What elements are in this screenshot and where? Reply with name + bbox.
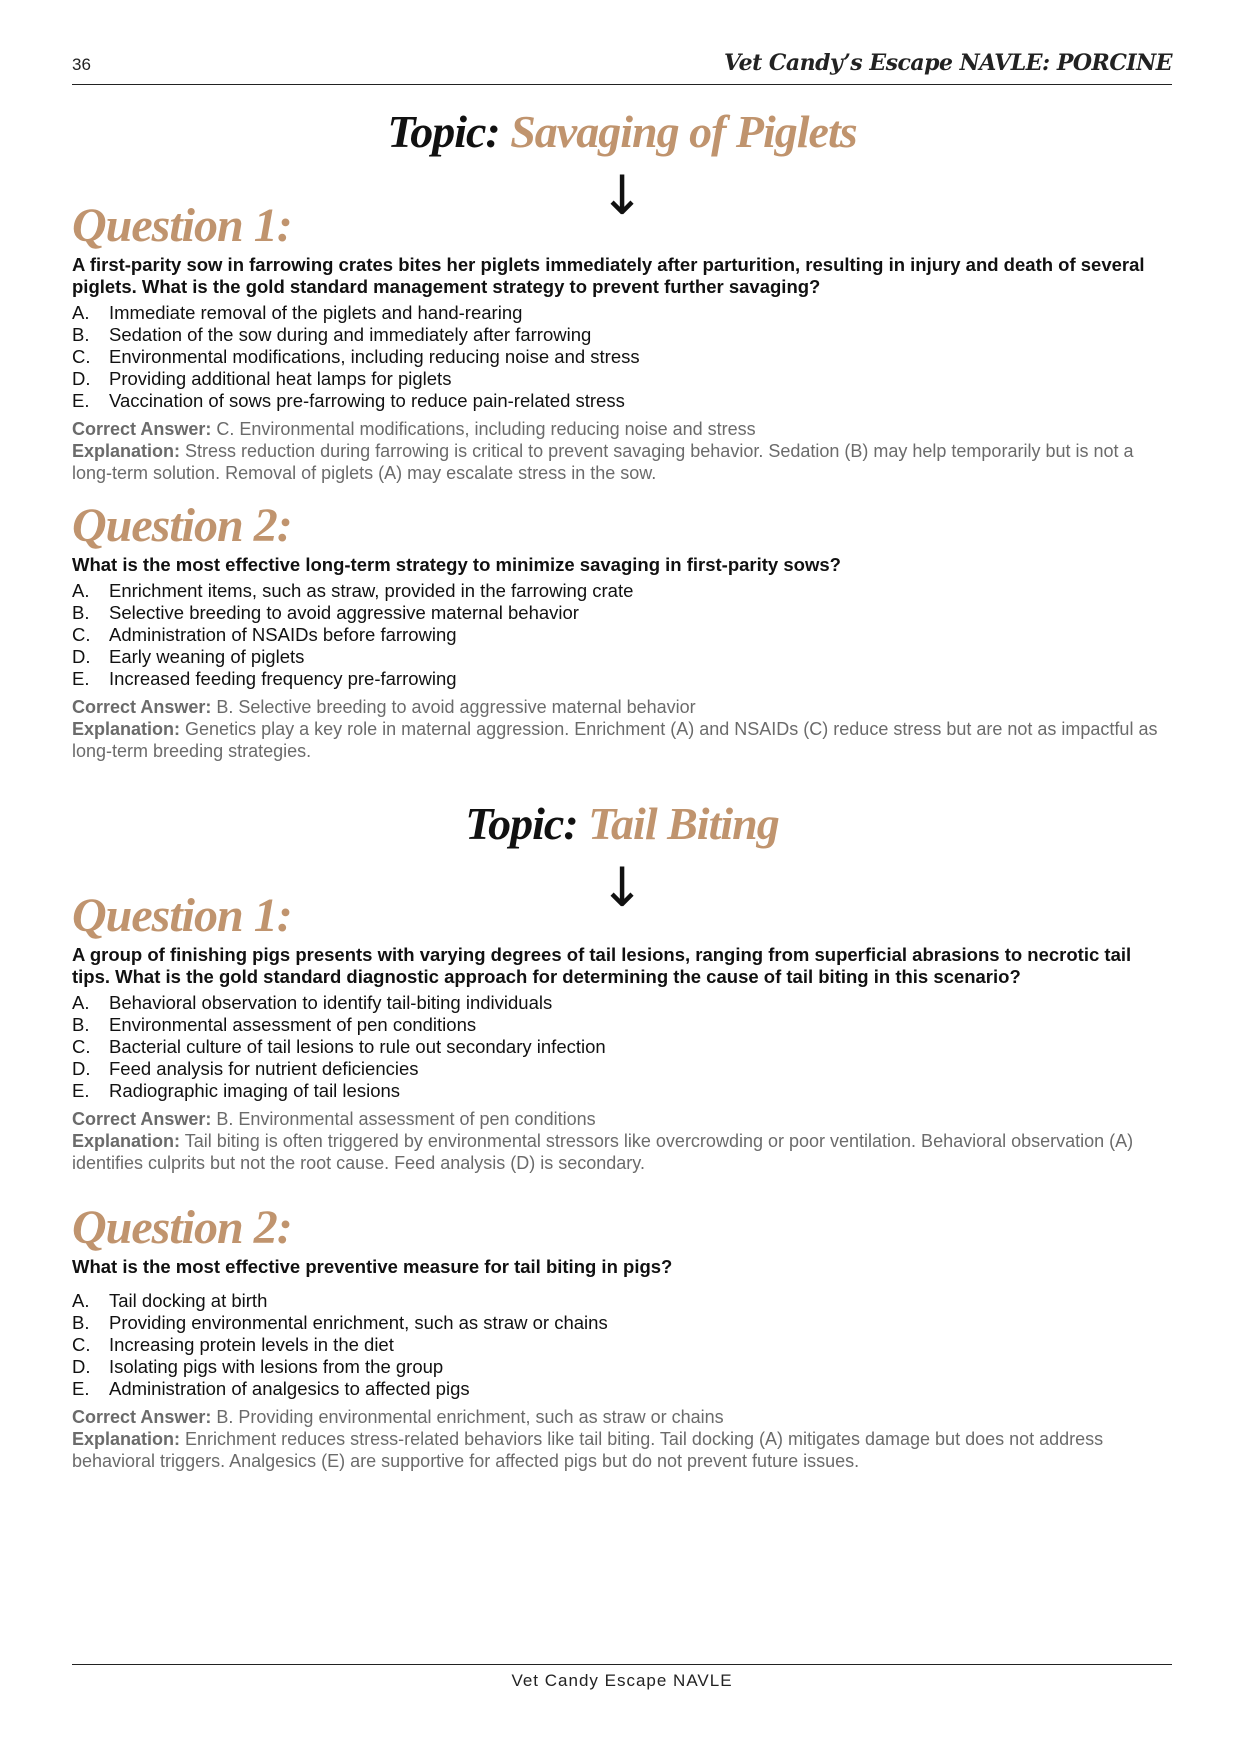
- option-text: Administration of NSAIDs before farrowing: [109, 624, 457, 645]
- explanation: [72, 1428, 1172, 1472]
- explanation: [72, 718, 1172, 762]
- option-a: [72, 302, 1172, 324]
- option-letter: B.: [72, 1014, 90, 1035]
- answer-options: [72, 1290, 1172, 1400]
- answer-options: [72, 302, 1172, 412]
- footer-text: Vet Candy Escape NAVLE: [511, 1671, 733, 1690]
- option-b: [72, 324, 1172, 346]
- option-text: Providing additional heat lamps for piglets: [109, 368, 452, 389]
- option-text: Sedation of the sow during and immediately after farrowing: [109, 324, 592, 345]
- page-number: 36: [72, 55, 91, 74]
- option-d: [72, 368, 1172, 390]
- question-block: [72, 890, 1172, 1174]
- question-heading: Question 2:: [72, 1201, 292, 1254]
- question-heading: Question 1:: [72, 199, 292, 252]
- topic-heading: [72, 104, 1172, 160]
- option-text: Selective breeding to avoid aggressive maternal behavior: [109, 602, 579, 623]
- option-text: Immediate removal of the piglets and hand-rearing: [109, 302, 523, 323]
- option-e: [72, 390, 1172, 412]
- option-text: Providing environmental enrichment, such as straw or chains: [109, 1312, 608, 1333]
- option-text: Administration of analgesics to affected pigs: [109, 1378, 470, 1399]
- answer-text: B. Providing environmental enrichment, such as straw or chains: [216, 1407, 724, 1427]
- explanation: [72, 440, 1172, 484]
- option-letter: D.: [72, 1058, 91, 1079]
- question-text: What is the most effective long-term strategy to minimize savaging in first-parity sows?: [72, 554, 841, 575]
- option-letter: C.: [72, 1334, 91, 1355]
- option-text: Increased feeding frequency pre-farrowing: [109, 668, 457, 689]
- answer-text: C. Environmental modifications, including reducing noise and stress: [216, 419, 756, 439]
- option-text: Feed analysis for nutrient deficiencies: [109, 1058, 419, 1079]
- topic-heading: [72, 796, 1172, 852]
- correct-answer: [72, 1108, 1172, 1130]
- option-d: [72, 1058, 1172, 1080]
- question-block: [72, 500, 1172, 762]
- question-block: [72, 200, 1172, 484]
- option-text: Tail docking at birth: [109, 1290, 268, 1311]
- option-c: [72, 346, 1172, 368]
- option-a: [72, 1290, 1172, 1312]
- page-header: [72, 48, 1172, 85]
- option-letter: A.: [72, 1290, 90, 1311]
- option-text: Radiographic imaging of tail lesions: [109, 1080, 401, 1101]
- option-letter: B.: [72, 602, 90, 623]
- option-e: [72, 1080, 1172, 1102]
- topic-prefix: Topic:: [465, 798, 578, 849]
- answer-options: [72, 580, 1172, 690]
- option-d: [72, 646, 1172, 668]
- topic-name: Tail Biting: [588, 798, 779, 849]
- option-letter: C.: [72, 1036, 91, 1057]
- explanation-label: Explanation:: [72, 441, 181, 461]
- question-text: A first-parity sow in farrowing crates bites her piglets immediately after parturition, resulting in injury and death of several piglets. What is the gold standard management strategy to prevent further savaging?: [72, 254, 1145, 297]
- option-c: [72, 1334, 1172, 1356]
- option-text: Isolating pigs with lesions from the group: [109, 1356, 444, 1377]
- option-text: Vaccination of sows pre-farrowing to reduce pain-related stress: [109, 390, 625, 411]
- answer-text: B. Environmental assessment of pen conditions: [216, 1109, 596, 1129]
- option-text: Environmental modifications, including reducing noise and stress: [109, 346, 640, 367]
- explanation-text: Stress reduction during farrowing is critical to prevent savaging behavior. Sedation (B) may help temporarily but is not a long-term solution. Removal of piglets (A) may escalate stress in the sow.: [72, 441, 1134, 483]
- option-text: Behavioral observation to identify tail-biting individuals: [109, 992, 553, 1013]
- option-letter: D.: [72, 1356, 91, 1377]
- option-b: [72, 1312, 1172, 1334]
- option-text: Bacterial culture of tail lesions to rule out secondary infection: [109, 1036, 606, 1057]
- question-heading: Question 1:: [72, 889, 292, 942]
- down-arrow-icon: ↓: [599, 164, 645, 227]
- explanation-text: Genetics play a key role in maternal aggression. Enrichment (A) and NSAIDs (C) reduce stress but are not as impactful as long-term breeding strategies.: [72, 719, 1158, 761]
- answer-label: Correct Answer:: [72, 1109, 212, 1129]
- option-letter: B.: [72, 1312, 90, 1333]
- option-letter: D.: [72, 646, 91, 667]
- option-letter: E.: [72, 390, 90, 411]
- topic-prefix: Topic:: [387, 106, 500, 157]
- option-letter: C.: [72, 624, 91, 645]
- question-text: What is the most effective preventive measure for tail biting in pigs?: [72, 1256, 673, 1277]
- option-letter: D.: [72, 368, 91, 389]
- answer-options: [72, 992, 1172, 1102]
- option-d: [72, 1356, 1172, 1378]
- option-c: [72, 1036, 1172, 1058]
- option-letter: A.: [72, 580, 90, 601]
- explanation-label: Explanation:: [72, 719, 181, 739]
- option-letter: C.: [72, 346, 91, 367]
- option-text: Increasing protein levels in the diet: [109, 1334, 394, 1355]
- option-text: Environmental assessment of pen conditions: [109, 1014, 477, 1035]
- explanation: [72, 1130, 1172, 1174]
- option-a: [72, 580, 1172, 602]
- answer-label: Correct Answer:: [72, 697, 212, 717]
- explanation-text: Tail biting is often triggered by environmental stressors like overcrowding or poor ventilation. Behavioral observation (A) identifies culprits but not the root cause. Feed analysis (D) is secondary.: [72, 1131, 1134, 1173]
- page-footer: [72, 1664, 1172, 1691]
- option-b: [72, 602, 1172, 624]
- question-text: A group of finishing pigs presents with varying degrees of tail lesions, ranging from superficial abrasions to necrotic tail tips. What is the gold standard diagnostic approach for determining the cause of tail biting in this scenario?: [72, 944, 1132, 987]
- option-a: [72, 992, 1172, 1014]
- option-text: Enrichment items, such as straw, provided in the farrowing crate: [109, 580, 634, 601]
- running-title: Vet Candy’s Escape NAVLE: PORCINE: [724, 50, 1172, 76]
- option-letter: E.: [72, 668, 90, 689]
- question-block: [72, 1202, 1172, 1472]
- option-e: [72, 1378, 1172, 1400]
- answer-text: B. Selective breeding to avoid aggressive maternal behavior: [216, 697, 696, 717]
- option-letter: B.: [72, 324, 90, 345]
- option-letter: E.: [72, 1378, 90, 1399]
- option-c: [72, 624, 1172, 646]
- correct-answer: [72, 1406, 1172, 1428]
- explanation-label: Explanation:: [72, 1131, 181, 1151]
- explanation-label: Explanation:: [72, 1429, 181, 1449]
- topic-name: Savaging of Piglets: [510, 106, 857, 157]
- option-letter: A.: [72, 992, 90, 1013]
- option-text: Early weaning of piglets: [109, 646, 305, 667]
- question-heading: Question 2:: [72, 499, 292, 552]
- down-arrow-icon: ↓: [599, 856, 645, 919]
- correct-answer: [72, 696, 1172, 718]
- answer-label: Correct Answer:: [72, 419, 212, 439]
- option-b: [72, 1014, 1172, 1036]
- explanation-text: Enrichment reduces stress-related behaviors like tail biting. Tail docking (A) mitigates damage but does not address behavioral triggers. Analgesics (E) are supportive for affected pigs but do not prevent future issues.: [72, 1429, 1104, 1471]
- correct-answer: [72, 418, 1172, 440]
- option-letter: A.: [72, 302, 90, 323]
- answer-label: Correct Answer:: [72, 1407, 212, 1427]
- document-page: [72, 0, 1172, 1754]
- option-letter: E.: [72, 1080, 90, 1101]
- option-e: [72, 668, 1172, 690]
